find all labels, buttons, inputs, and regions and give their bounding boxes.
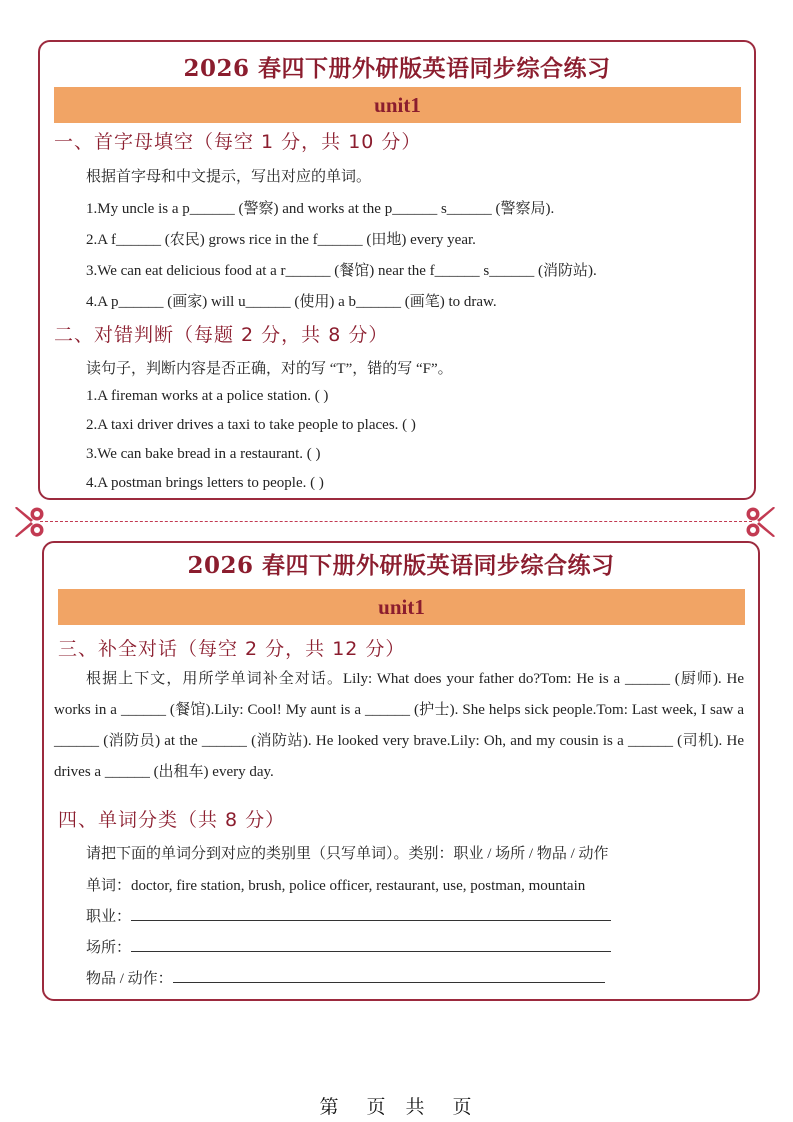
section-1-heading: 一、首字母填空（每空 1 分，共 10 分） — [54, 131, 422, 153]
answer-line[interactable] — [131, 951, 611, 952]
question-item: 1.My uncle is a p______ (警察) and works at the p______ s______ (警察局). — [86, 201, 555, 217]
footer-text: 共 — [405, 1096, 427, 1118]
category-occupation-row — [86, 905, 611, 926]
cut-line — [40, 521, 752, 522]
question-item: 4.A p______ (画家) will u______ (使用) a b______ (画笔) to draw. — [86, 294, 497, 310]
question-item: 2.A taxi driver drives a taxi to take people to places. ( ) — [86, 417, 416, 433]
footer-text: 页 — [452, 1096, 474, 1118]
dialogue-paragraph: 根据上下文，用所学单词补全对话。Lily: What does your father do?Tom: He is a ______ (厨师). He works in a ______ (餐馆).Lily: Cool! My aunt is a ______ (护士). She helps sick people.Tom: Last week, I saw a ______ (消防员) at the ______ (消防站). He looked very brave.Lily: Oh, and my cousin is a ______ (司机). He drives a ______ (出租车) every day. — [54, 671, 744, 780]
unit-banner: unit1 — [54, 87, 741, 123]
word-bank: 单词：doctor, fire station, brush, police officer, restaurant, use, postman, mountain — [86, 878, 586, 894]
question-item: 3.We can bake bread in a restaurant. ( ) — [86, 446, 321, 462]
worksheet-panel-bottom — [42, 541, 760, 1001]
section-1-instruction: 根据首字母和中文提示，写出对应的单词。 — [86, 169, 372, 185]
answer-line[interactable] — [173, 982, 605, 983]
page-footer — [0, 1092, 793, 1119]
worksheet-title: 2026 春四下册外研版英语同步综合练习 — [183, 55, 611, 82]
question-item: 1.A fireman works at a police station. ( ) — [86, 388, 329, 404]
category-label: 职业： — [86, 909, 132, 925]
section-4-instruction: 请把下面的单词分到对应的类别里（只写单词）。类别：职业 / 场所 / 物品 / 动作 — [86, 846, 609, 862]
category-label: 物品 / 动作： — [86, 971, 173, 987]
worksheet-panel-top — [38, 40, 756, 500]
section-4-heading: 四、单词分类（共 8 分） — [58, 809, 286, 831]
worksheet-title: 2026 春四下册外研版英语同步综合练习 — [187, 552, 615, 579]
question-item: 3.We can eat delicious food at a r______ (餐馆) near the f______ s______ (消防站). — [86, 263, 597, 279]
scissors-icon-left — [12, 504, 50, 540]
footer-text: 页 — [366, 1096, 388, 1118]
section-2-heading: 二、对错判断（每题 2 分，共 8 分） — [54, 324, 389, 346]
category-place-row — [86, 936, 611, 957]
scissors-icon-right — [740, 504, 778, 540]
unit-banner: unit1 — [58, 589, 745, 625]
section-2-instruction: 读句子，判断内容是否正确，对的写 “T”，错的写 “F”。 — [86, 361, 453, 377]
section-3-heading: 三、补全对话（每空 2 分，共 12 分） — [58, 638, 406, 660]
footer-text: 第 — [319, 1096, 341, 1118]
question-item: 4.A postman brings letters to people. ( ) — [86, 475, 324, 491]
question-item: 2.A f______ (农民) grows rice in the f______ (田地) every year. — [86, 232, 476, 248]
category-label: 场所： — [86, 940, 132, 956]
answer-line[interactable] — [131, 920, 611, 921]
category-object-action-row — [86, 967, 605, 988]
